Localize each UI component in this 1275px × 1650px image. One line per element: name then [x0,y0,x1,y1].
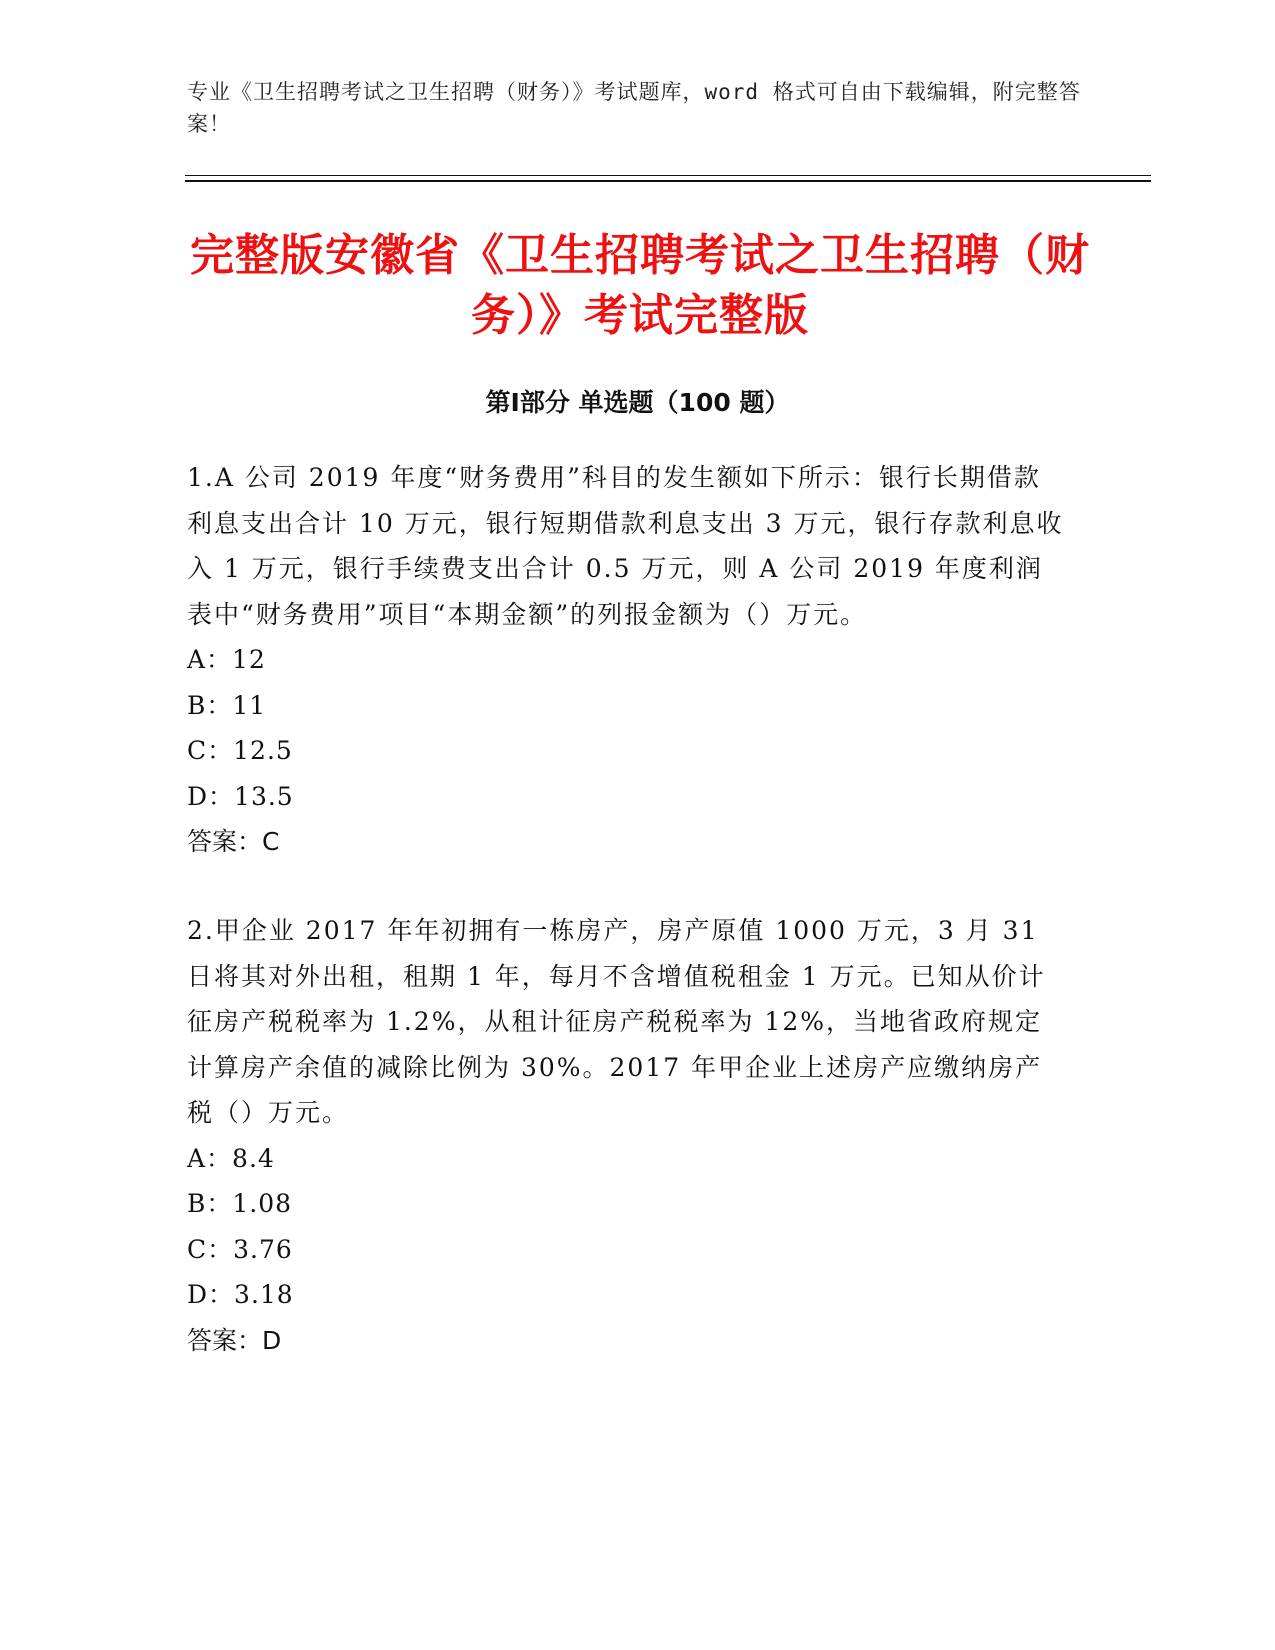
question-1-option-c: C：12.5 [187,736,293,765]
question-1-text: 1.A 公司 2019 年度“财务费用”科目的发生额如下所示：银行长期借款利息支出合计 10 万元，银行短期借款利息支出 3 万元，银行存款利息收入 1 万元，银行手续费支出合计 0.5 万元，则 A 公司 2019 年度利润表中“财务费用”项目“本期金额”的列报金额为（）万元。 [187,463,1064,629]
question-2-option-b: B：1.08 [187,1189,293,1218]
header-note: 专业《卫生招聘考试之卫生招聘（财务）》考试题库，word 格式可自由下载编辑，附完整答案！ [187,80,1081,136]
question-1-option-a: A：12 [187,645,266,674]
question-2 [187,908,1067,1363]
section-heading: 第Ⅰ部分 单选题（100 题） [485,388,790,417]
question-2-option-a: A：8.4 [187,1143,275,1173]
question-2-text: 2.甲企业 2017 年年初拥有一栋房产，房产原值 1000 万元，3 月 31 日将其对外出租，租期 1 年，每月不含增值税租金 1 万元。已知从价计征房产税税率为 1.2%，从租计征房产税税率为 12%，当地省政府规定计算房产余值的减除比例为 30%。2017 年甲企业上述房产应缴纳房产税（）万元。 [187,916,1046,1127]
question-1-option-b: B：11 [187,690,267,720]
header-rule-thin [185,175,1151,176]
document-title: 完整版安徽省《卫生招聘考试之卫生招聘（财务）》考试完整版 [190,230,1090,341]
question-1-option-d: D：13.5 [187,781,294,811]
question-1 [187,455,1067,865]
question-2-option-d: D：3.18 [187,1280,294,1309]
question-2-answer: 答案：D [187,1325,282,1355]
question-1-answer: 答案：C [187,827,280,856]
header-rule-thick [185,180,1151,182]
question-2-option-c: C：3.76 [187,1234,293,1264]
